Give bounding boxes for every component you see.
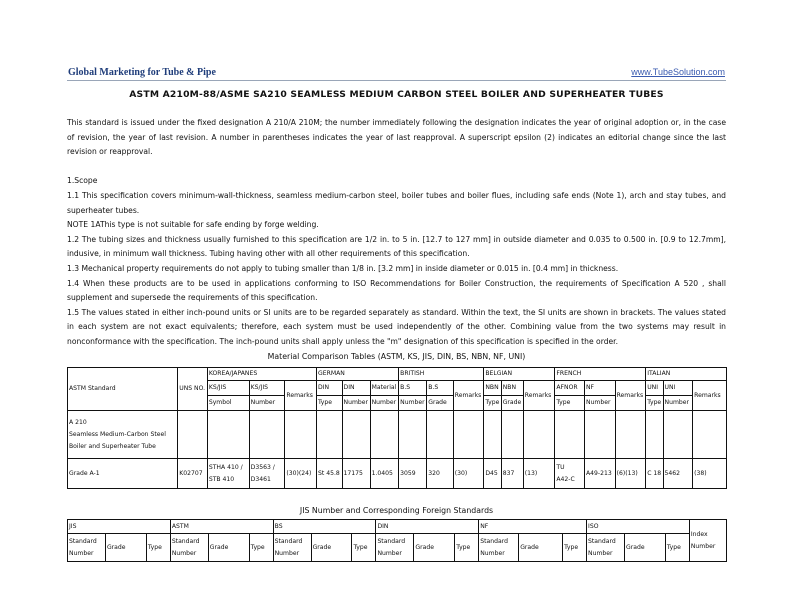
col-din-type-b: Type [317,396,343,411]
scope-1-2: 1.2 The tubing sizes and thickness usually furnished to this specification are 1/2 in. to 5 in. [12.7 to 127 mm] in outside diameter and 0.035 to 0.500 in. [0.9 to 12.7mm], indusive, in minimum wall thickness. Tubing having other with all other requirements of this specification. [67,234,726,259]
ks-number-line: D3461 [250,475,271,483]
afnor-line: A42-C [556,475,575,483]
col-standard-number [170,534,208,562]
std-label: Standard [588,537,616,545]
col-fr-remarks: Remarks [615,381,646,411]
group-belgian: BELGIAN [484,368,555,381]
spec-line: A 210 [69,418,87,426]
bs-grade-cell: 320 [427,459,454,489]
din-number-cell: 17175 [342,459,370,489]
col-material-a: Material [370,381,399,396]
spec-line: Seamless Medium-Carbon Steel [69,430,166,438]
std-label: Number [588,549,613,557]
col-uni-number-b: Number [663,396,693,411]
col-ks-symbol-a: KS/JIS [207,381,249,396]
col-standard-number [479,534,519,562]
col-din-type-a: DIN [317,381,343,396]
col-astm-standard: ASTM Standard [68,368,178,411]
ks-symbol-line: STHA 410 / [208,463,243,471]
col-type: Type [665,534,689,562]
col-nbn-type-a: NBN [484,381,501,396]
afnor-type-cell [555,459,585,489]
uni-number-cell: 5462 [663,459,693,489]
jis-foreign-standards-table [67,519,727,562]
uni-type-cell: C 18 [646,459,663,489]
col-bs-grade-b: Grade [427,396,454,411]
std-label: Number [377,549,402,557]
col-standard-number [376,534,414,562]
scope-1-1: 1.1 This specification covers minimum-wall-thickness, seamless medium-carbon steel, boiler tubes and boiler flues, including safe ends (Note 1), arch and stay tubes, and superheater tubes. [67,190,726,215]
col-nf-a: NF [584,381,615,396]
col-uni-type-b: Type [646,396,663,411]
col-it-remarks: Remarks [693,381,727,411]
nf-number-cell: A49-213 [584,459,615,489]
spec-line: Boiler and Superheater Tube [69,442,156,450]
grade-cell: Grade A-1 [68,459,178,489]
col-bs-grade-a: B.S [427,381,454,396]
col-grade: Grade [519,534,563,562]
group-nf: NF [479,520,587,534]
col-nf-b: Number [584,396,615,411]
col-nbn-remarks: Remarks [523,381,555,411]
scope-note-1: NOTE 1AThis type is not suitable for safe ending by forge welding. [67,220,319,230]
group-astm: ASTM [170,520,273,534]
group-iso: ISO [587,520,690,534]
col-type: Type [146,534,170,562]
ks-symbol-cell [207,459,249,489]
din-type-cell: St 45.8 [317,459,343,489]
nbn-grade-cell: 837 [501,459,523,489]
ks-number-cell [249,459,285,489]
brand-title: Global Marketing for Tube & Pipe [68,67,216,78]
group-jis: JIS [68,520,171,534]
col-afnor-b: Type [555,396,585,411]
group-bs: BS [273,520,376,534]
col-nbn-grade-b: Grade [501,396,523,411]
col-uni-number-a: UNI [663,381,693,396]
afnor-line: TU [556,463,565,471]
intro-paragraph: This standard is issued under the fixed designation A 210/A 210M; the number immediately following the designation indicates the year of original adoption or, in the case of revision, the year of last revision. A number in parentheses indicates the year of last reapproval. A superscript epsilon (2) indicates an editorial change since the last revision or reapproval. [67,118,726,157]
table2-caption: JIS Number and Corresponding Foreign Standards [299,506,494,515]
kr-remarks-cell: (30)(24) [285,459,317,489]
col-ks-number-b: Number [249,396,285,411]
col-type: Type [563,534,587,562]
std-label: Standard [171,537,200,545]
std-label: Number [171,549,197,557]
col-grade: Grade [208,534,249,562]
spec-description-cell [68,411,178,459]
std-label: Standard [377,537,406,545]
col-nbn-type-b: Type [484,396,501,411]
material-comparison-table [67,367,727,489]
col-bs-number-a: B.S [399,381,427,396]
document-title: ASTM A210M-88/ASME SA210 SEAMLESS MEDIUM CARBON STEEL BOILER AND SUPERHEATER TUBES [129,89,664,100]
col-type: Type [249,534,273,562]
col-material-b: Number [370,396,399,411]
std-label: Standard [69,537,97,545]
scope-1-3: 1.3 Mechanical property requirements do not apply to tubing smaller than 1/8 in. [3.2 mm] in inside diameter or 0.015 in. [0.4 mm] in thickness. [67,263,619,273]
document-body [67,116,726,350]
col-kr-remarks: Remarks [285,381,317,411]
std-label: Number [480,549,505,557]
std-label: Standard [274,537,303,545]
col-bs-remarks: Remarks [453,381,484,411]
col-bs-number-b: Number [399,396,427,411]
website-link[interactable]: www.TubeSolution.com [631,67,725,77]
col-grade: Grade [414,534,455,562]
header-divider [67,80,726,81]
col-standard-number [68,534,106,562]
col-nbn-grade-a: NBN [501,381,523,396]
index-label: Index [690,530,708,538]
scope-heading: 1.Scope [67,176,98,186]
it-remarks-cell: (38) [693,459,727,489]
group-british: BRITISH [399,368,484,381]
ks-number-line: D3563 / [250,463,275,471]
col-uni-type-a: UNI [646,381,663,396]
nbn-type-cell: D45 [484,459,501,489]
table-row [68,459,727,489]
group-french: FRENCH [555,368,646,381]
std-label: Number [69,549,94,557]
col-afnor-a: AFNOR [555,381,585,396]
fr-remarks-cell: (6)(13) [615,459,646,489]
table1-caption: Material Comparison Tables (ASTM, KS, JIS, DIN, BS, NBN, NF, UNI) [267,352,526,361]
group-korea-japan: KOREA/JAPANES [207,368,316,381]
col-standard-number [273,534,311,562]
col-type: Type [455,534,479,562]
bs-remarks-cell: (30) [453,459,484,489]
std-label: Number [274,549,300,557]
scope-1-5: 1.5 The values stated in either inch-pound units or SI units are to be regarded separately as standard. Within the text, the SI units are shown in brackets. The values stated in each system are not exact equivalents; therefore, each system must be used independently of the other. Combining value from the two systems may result in nonconformance with the specification. The inch-pound units shall apply unless the "m" designation of this specification is specified in the order. [67,307,726,346]
scope-1-4: 1.4 When these products are to be used in applications conforming to ISO Recommendations for Boiler Construction, the requirements of Specification A 520 , shall supplement and supersede the requirements of this specification. [67,278,726,303]
col-grade: Grade [311,534,352,562]
col-index-number [689,520,726,562]
col-standard-number [587,534,625,562]
uns-cell: K02707 [178,459,208,489]
ks-symbol-line: STB 410 [208,475,235,483]
col-grade: Grade [625,534,666,562]
nbn-remarks-cell: (13) [523,459,555,489]
std-label: Standard [480,537,508,545]
bs-number-cell: 3059 [399,459,427,489]
index-label: Number [690,542,716,550]
col-din-number-b: Number [342,396,370,411]
col-ks-symbol-b: Symbol [207,396,249,411]
group-din: DIN [376,520,479,534]
col-ks-number-a: KS/JIS [249,381,285,396]
group-italian: ITALIAN [646,368,727,381]
material-number-cell: 1.0405 [370,459,399,489]
col-type: Type [352,534,376,562]
col-din-number-a: DIN [342,381,370,396]
col-uns-no: UNS NO. [178,368,208,411]
col-grade: Grade [105,534,146,562]
group-german: GERMAN [317,368,399,381]
